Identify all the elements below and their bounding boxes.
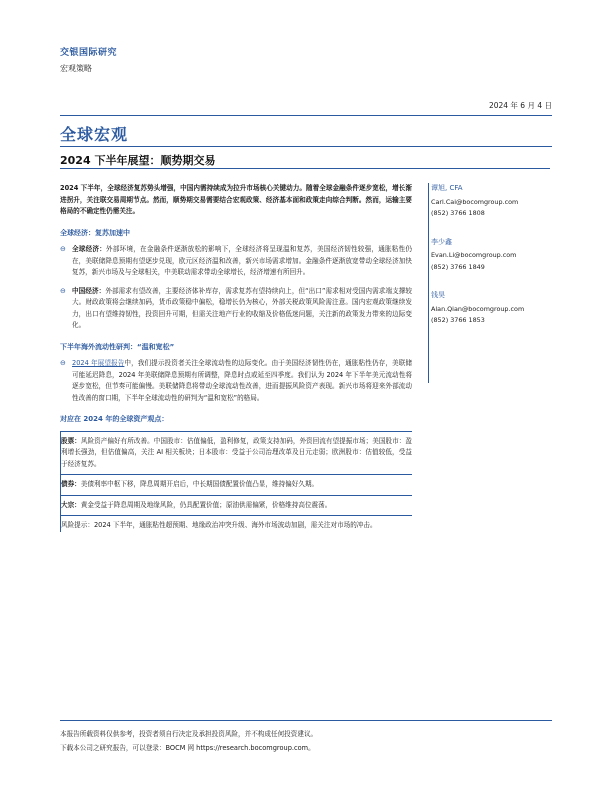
risk-label: 风险提示： (61, 521, 94, 529)
bullet-text: 外部环境，在金融条件逐渐放松的影响下，全球经济将呈现温和复苏，美国经济韧性较强，通胀粘性仍在，美联储降息预期有望逐步兑现，欧元区经济温和改善，新兴市场需求增加。金融条件逐渐放宽带动全球经济加快复苏，新兴市场及与全球相关，中美联动需求带动全球增长，经济增速有所回升。 (72, 245, 413, 276)
brand-sub: 宏观策略 (60, 64, 92, 73)
analyst-name: 李少鑫 (431, 237, 452, 246)
report-subtitle: 2024 下半年展望：顺势期交易 (60, 154, 216, 167)
view-label: 债券： (61, 480, 81, 488)
analyst-card (431, 290, 552, 327)
view-label: 股票： (61, 436, 81, 445)
analyst-card (431, 237, 552, 274)
view-commodities (61, 500, 412, 512)
section-heading-global: 全球经济：复苏加速中 (60, 228, 130, 237)
subtitle-divider (60, 168, 550, 169)
bullet-circle-icon: ⊖ (60, 359, 66, 367)
footer-disclaimer (60, 720, 552, 755)
main-content (60, 183, 412, 536)
box-divider (61, 431, 412, 432)
region-title: 全球宏观 (60, 125, 129, 144)
bullet-liquidity (60, 358, 412, 404)
bullet-text: 外部需求有望改善，主要经济体补库存，需求复苏有望持续向上，但“出口”需求相对受国内需求端支撑较大。财政政策将会继续加码，货币政策稳中偏松，稳增长仍为核心，外部关税政策风险需注意。国内宏观政策继续发力，出口有望维持韧性，投资回升可期，但需关注地产行业的收缩及价格低迷问题，关注新的政策发力带来的边际变化。 (72, 286, 412, 329)
section-heading-assets: 对应在 2024 年的全球资产观点： (60, 415, 169, 423)
analyst-sidebar (428, 183, 552, 383)
analyst-email[interactable]: Alan.Qian@bocomgroup.com (431, 304, 525, 313)
report-date: 2024 年 6 月 4 日 (488, 101, 552, 110)
bullet-circle-icon: ⊖ (60, 245, 66, 253)
box-divider (61, 515, 412, 516)
analyst-phone: (852) 3766 1849 (431, 262, 485, 271)
asset-views-box (60, 431, 412, 532)
analyst-phone: (852) 3766 1808 (431, 209, 485, 217)
box-divider (61, 474, 412, 475)
intro-paragraph: 2024 下半年，全球经济复苏势头增强，中国内需持续成为拉升市场核心关键动力。随着全球金融条件逐步宽松，增长渐进拐升，关注联交易周期节点。然而，顺势期交易需要结合宏观政策、经济基本面和政策走向综合判断。然而，运输主要格局的不确定性仍需关注。 (60, 184, 412, 215)
bullet-text: 中，我们提示投资者关注全球流动性的边际变化。由于美国经济韧性仍在，通胀粘性仍存，美联储可能延迟降息，2024 年美联储降息预期有所调整，降息时点或延至四季度。我们认为 2024 年下半年美元流动性将逐步宽松，但节奏可能偏慢。美联储降息将带动全球流动性改善，进而提振风险资产表现。新兴市场将迎来外部流动性改善的窗口期，下半年全球流动性的研判为“温和宽松”的格局。 (72, 359, 412, 402)
brand-name: 交银国际研究 (60, 48, 118, 58)
analyst-name: 钱昊 (431, 291, 445, 299)
bullet-circle-icon: ⊖ (60, 286, 66, 295)
view-text: 黄金受益于降息周期及地缘风险，仍具配置价值；原油供需偏紧，价格维持高位震荡。 (80, 500, 332, 509)
risk-text: 2024 下半年，通胀粘性超预期、地缘政治冲突升级、海外市场波动加剧，需关注对市场的冲击。 (93, 521, 377, 529)
view-text: 风险资产偏好有所改善。中国股市：估值偏低，盈利修复，政策支持加码，外资回流有望提振市场；美国股市：盈利增长强劲，但估值偏高，关注 AI 相关板块；日本股市：受益于公司治理改革及日元走弱；欧洲股市：估值较低，受益于经济复苏。 (61, 436, 413, 468)
footer-line[interactable]: 下载本公司之研究报告，可以登录：BOCM 网 https://research.bocomgroup.com。 (60, 744, 315, 752)
analyst-card (431, 183, 552, 220)
analyst-email[interactable]: Carl.Cai@bocomgroup.com (431, 197, 519, 206)
analyst-name: 谭旭, CFA (431, 184, 463, 192)
view-label: 大宗： (61, 500, 81, 509)
view-bonds (61, 479, 412, 491)
bullet-label: 中国经济： (72, 286, 106, 295)
bullet-china-economy (60, 286, 412, 332)
box-divider (61, 495, 412, 496)
report-link[interactable]: 2024 年展望报告 (72, 359, 125, 367)
analyst-email[interactable]: Evan.Li@bocomgroup.com (431, 251, 517, 259)
bullet-global-economy (60, 244, 412, 279)
risk-warning (61, 520, 412, 532)
footer-line: 本报告所载资料仅供参考，投资者须自行决定及承担投资风险，并不构成任何投资建议。 (60, 730, 318, 738)
analyst-phone: (852) 3766 1853 (431, 316, 485, 324)
title-box (60, 115, 552, 147)
view-text: 美债利率中枢下移，降息周期开启后，中长期国债配置价值凸显，维持偏好久期。 (80, 480, 319, 488)
section-heading-liquidity: 下半年海外流动性研判：“温和宽松” (60, 342, 175, 351)
view-equities (61, 436, 412, 471)
brand-header (60, 45, 117, 74)
bullet-label: 全球经济： (72, 245, 107, 253)
